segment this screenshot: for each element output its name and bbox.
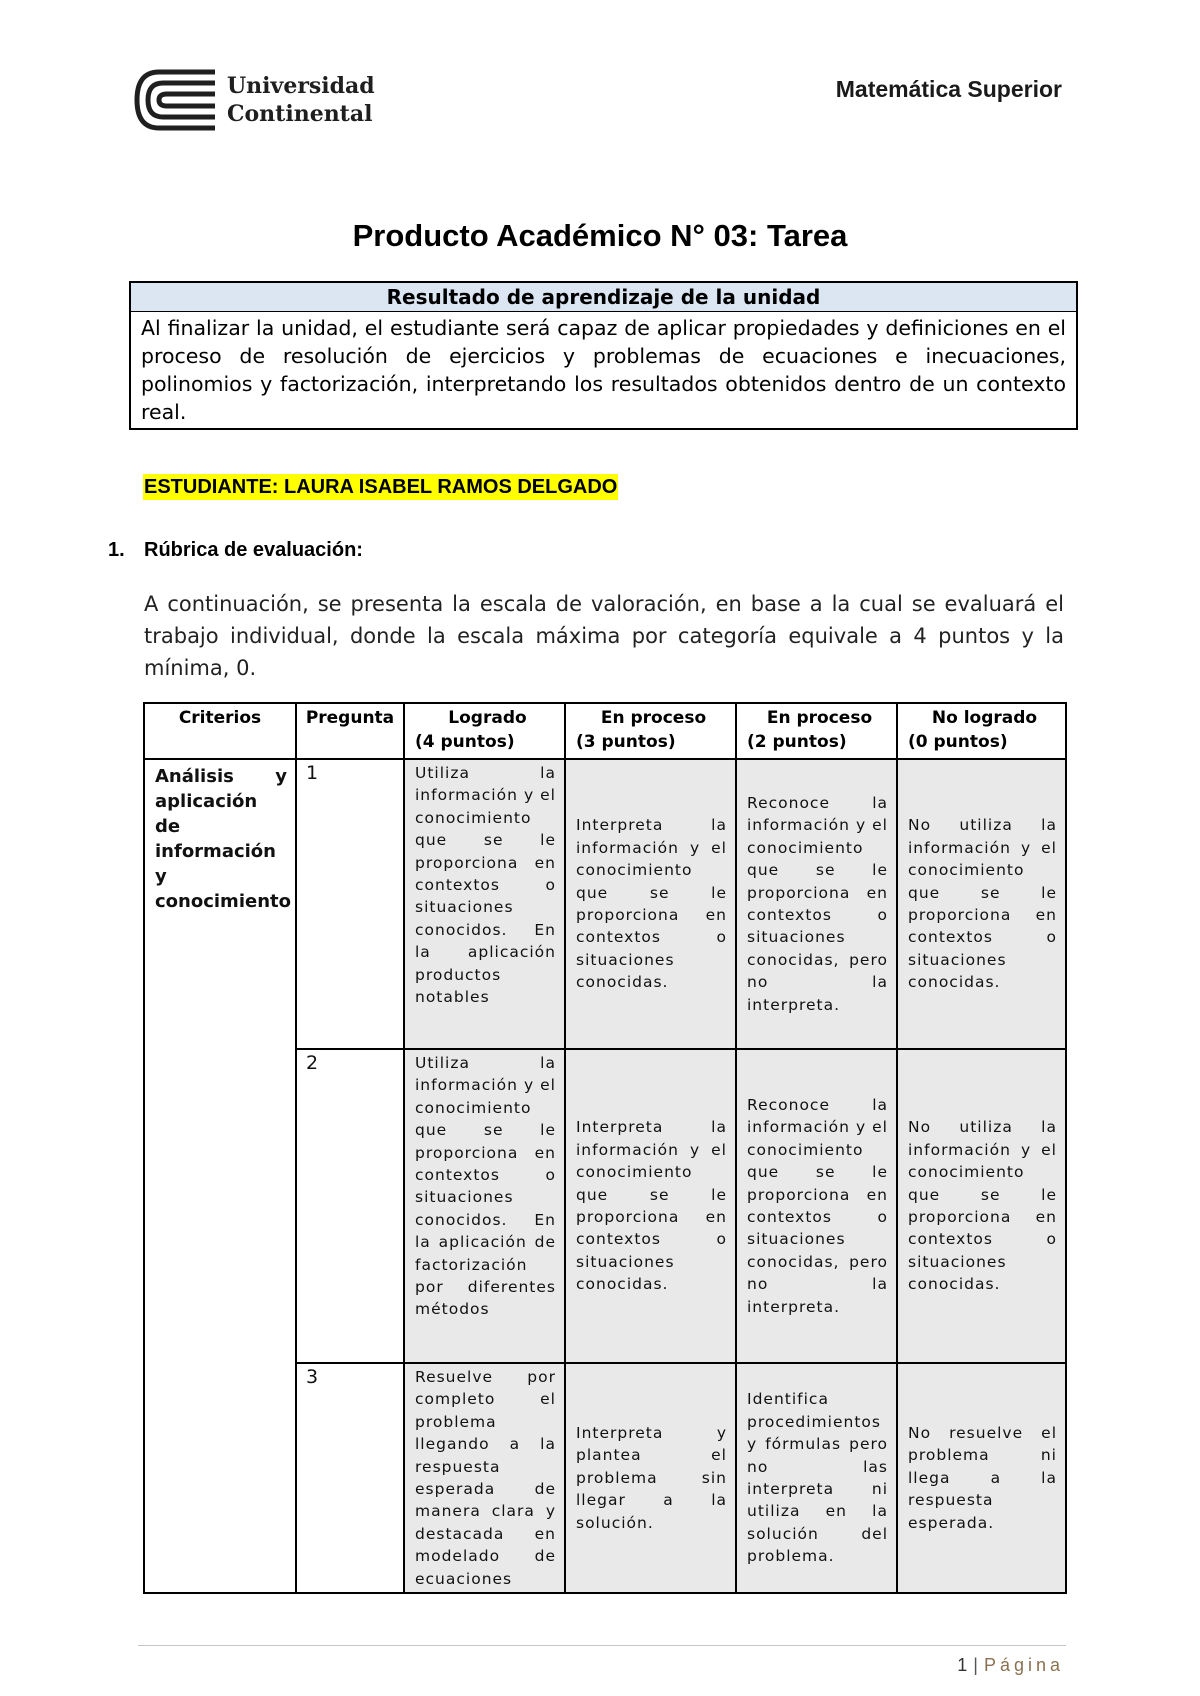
cell-proceso-2: Reconoce la información y el conocimiento que se le proporciona en contextos o situaciones conocidas, pero no la interpreta. <box>736 1049 897 1363</box>
header-criterios: Criterios <box>144 703 296 759</box>
header-no-logrado-points: (0 puntos) <box>908 732 1008 752</box>
learning-outcome-text: Al finalizar la unidad, el estudiante será capaz de aplicar propiedades y definiciones en el proceso de resolución de ejercicios y problemas de ecuaciones e inecuaciones, polinomios y factorización, interpretando los resultados obtenidos dentro de un contexto real. <box>141 316 1066 424</box>
page-number: 1 <box>957 1655 968 1675</box>
student-name: ESTUDIANTE: LAURA ISABEL RAMOS DELGADO <box>144 476 618 498</box>
section-heading <box>108 539 363 562</box>
rubric-header-row <box>144 703 1066 759</box>
header-proceso-3-points: (3 puntos) <box>576 732 676 752</box>
header-logrado: Logrado (4 puntos) <box>404 703 565 759</box>
cell-logrado: Utiliza la información y el conocimiento que se le proporciona en contextos o situaciones conocidos. En la aplicación de factorización por diferentes métodos <box>404 1049 565 1363</box>
university-logo <box>133 68 375 132</box>
cell-logrado: Utiliza la información y el conocimiento que se le proporciona en contextos o situaciones conocidos. En la aplicación productos notables <box>404 759 565 1049</box>
cell-proceso-3: Interpreta y plantea el problema sin llegar a la solución. <box>565 1363 736 1593</box>
question-number: 3 <box>296 1363 404 1593</box>
header-proceso-2: En proceso (2 puntos) <box>736 703 897 759</box>
learning-outcome-box <box>129 281 1078 430</box>
cell-no-logrado: No utiliza la información y el conocimiento que se le proporciona en contextos o situaciones conocidas. <box>897 1049 1066 1363</box>
rubric-row-1 <box>144 759 1066 1049</box>
header-proceso-3: En proceso (3 puntos) <box>565 703 736 759</box>
cell-proceso-2: Identifica procedimientos y fórmulas pero no las interpreta ni utiliza en la solución del problema. <box>736 1363 897 1593</box>
footer-divider <box>138 1645 1066 1646</box>
cell-proceso-3: Interpreta la información y el conocimiento que se le proporciona en contextos o situaciones conocidas. <box>565 759 736 1049</box>
page-footer <box>957 1655 1064 1676</box>
cell-no-logrado: No resuelve el problema ni llega a la respuesta esperada. <box>897 1363 1066 1593</box>
page-label: Página <box>983 1655 1064 1675</box>
logo-line-2: Continental <box>227 101 373 127</box>
page-title: Producto Académico N° 03: Tarea <box>352 218 848 253</box>
section-intro-paragraph: A continuación, se presenta la escala de valoración, en base a la cual se evaluará el trabajo individual, donde la escala máxima por categoría equivale a 4 puntos y la mínima, 0. <box>144 592 1064 680</box>
header-logrado-points: (4 puntos) <box>415 732 515 752</box>
header-pregunta: Pregunta <box>296 703 404 759</box>
cell-logrado: Resuelve por completo el problema llegando a la respuesta esperada de manera clara y destacada en modelado de ecuaciones <box>404 1363 565 1593</box>
cell-proceso-2: Reconoce la información y el conocimiento que se le proporciona en contextos o situaciones conocidas, pero no la interpreta. <box>736 759 897 1049</box>
header-no-logrado: No logrado (0 puntos) <box>897 703 1066 759</box>
header-proceso-2-points: (2 puntos) <box>747 732 847 752</box>
footer-separator: | <box>973 1655 978 1675</box>
cell-proceso-3: Interpreta la información y el conocimiento que se le proporciona en contextos o situaciones conocidas. <box>565 1049 736 1363</box>
section-title-text: Rúbrica de evaluación: <box>144 539 363 561</box>
rubric-table <box>143 702 1067 1594</box>
section-number: 1. <box>108 539 125 561</box>
criterion-cell: Análisis y aplicación de información y conocimiento <box>144 759 296 1593</box>
course-name: Matemática Superior <box>835 76 1062 102</box>
cell-no-logrado: No utiliza la información y el conocimiento que se le proporciona en contextos o situaciones conocidas. <box>897 759 1066 1049</box>
learning-outcome-heading: Resultado de aprendizaje de la unidad <box>131 283 1076 312</box>
logo-line-1: Universidad <box>227 73 375 99</box>
question-number: 2 <box>296 1049 404 1363</box>
question-number: 1 <box>296 759 404 1049</box>
continental-logo-icon <box>133 68 217 132</box>
